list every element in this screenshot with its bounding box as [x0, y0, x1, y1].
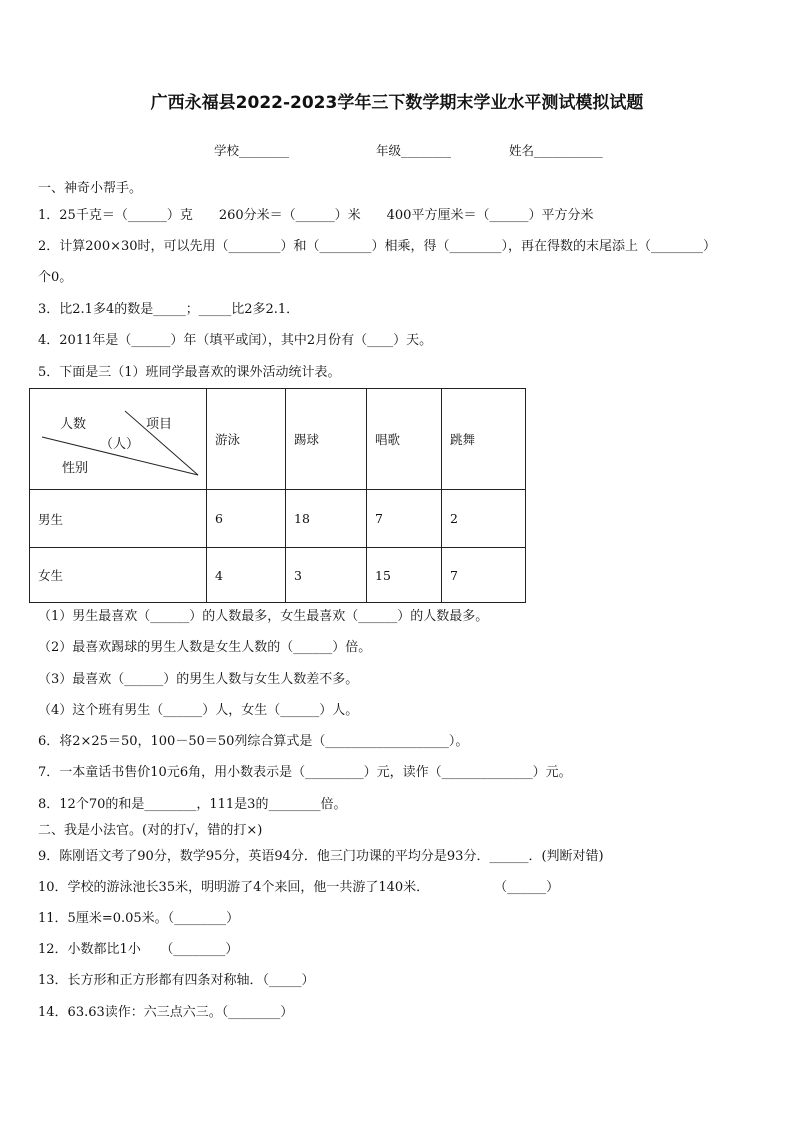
activity-stats-table: [29, 388, 526, 603]
question-11: 11．5厘米=0.05米。（________）: [38, 911, 240, 926]
question-3: 3．比2.1多4的数是_____；_____比2多2.1．: [38, 302, 300, 317]
table-cell: 7: [367, 490, 442, 548]
question-8: 8．12个70的和是________，111是3的________倍。: [38, 797, 347, 812]
page-title: 广西永福县2022-2023学年三下数学期末学业水平测试模拟试题: [150, 93, 644, 113]
table-cell: 2: [442, 490, 526, 548]
row-label: 女生: [30, 548, 207, 603]
section-heading: 一、神奇小帮手。: [38, 181, 143, 196]
question-13: 13．长方形和正方形都有四条对称轴．（_____）: [38, 973, 315, 988]
column-header: 游泳: [207, 389, 286, 490]
table-cell: 3: [286, 548, 367, 603]
table-cell: 4: [207, 548, 286, 603]
school-field[interactable]: 学校________: [214, 143, 290, 158]
header-unit: （人）: [100, 437, 140, 452]
question-4: 4．2011年是（______）年（填平或闰），其中2月份有（____）天。: [38, 333, 433, 348]
question-12: 12．小数都比1小 （________）: [38, 942, 239, 957]
row-label: 男生: [30, 490, 207, 548]
question-5-1: （1）男生最喜欢（______）的人数最多，女生最喜欢（______）的人数最多。: [38, 609, 489, 624]
question-5-3: （3）最喜欢（______）的男生人数与女生人数差不多。: [38, 672, 359, 687]
question-1: 1．25千克＝（______）克 260分米＝（______）米 400平方厘米＝（______）平方分米: [38, 208, 594, 223]
name-field[interactable]: 姓名___________: [509, 143, 603, 158]
question-10: 10．学校的游泳池长35米，明明游了4个来回，他一共游了140米． （______）: [38, 880, 560, 895]
section-heading: 二、我是小法官。(对的打√，错的打×): [38, 823, 263, 838]
grade-field[interactable]: 年级________: [376, 143, 452, 158]
header-project: 项目: [146, 417, 173, 432]
header-gender: 性别: [62, 461, 89, 476]
question-2-continued: 个0。: [38, 270, 73, 285]
table-cell: 15: [367, 548, 442, 603]
table-cell: 6: [207, 490, 286, 548]
column-header: 踢球: [286, 389, 367, 490]
table-diagonal-header: [30, 389, 207, 490]
question-5-2: （2）最喜欢踢球的男生人数是女生人数的（______）倍。: [38, 640, 372, 655]
table-row: [30, 490, 526, 548]
question-2: 2．计算200×30时，可以先用（________）和（________）相乘，得（________），再在得数的末尾添上（________）: [38, 239, 717, 254]
question-14: 14．63.63读作：六三点六三。（________）: [38, 1005, 294, 1020]
column-header: 唱歌: [367, 389, 442, 490]
table-cell: 18: [286, 490, 367, 548]
question-5: 5．下面是三（1）班同学最喜欢的课外活动统计表。: [38, 365, 341, 380]
question-9: 9．陈刚语文考了90分，数学95分，英语94分．他三门功课的平均分是93分．______．(判断对错): [38, 849, 604, 864]
question-5-4: （4）这个班有男生（______）人，女生（______）人。: [38, 703, 359, 718]
question-6: 6．将2×25＝50，100－50＝50列综合算式是（___________________）。: [38, 734, 469, 749]
question-7: 7．一本童话书售价10元6角，用小数表示是（_________）元，读作（______________）元。: [38, 765, 572, 780]
table-cell: 7: [442, 548, 526, 603]
column-header: 跳舞: [442, 389, 526, 490]
table-row: [30, 548, 526, 603]
header-count: 人数: [60, 417, 87, 432]
